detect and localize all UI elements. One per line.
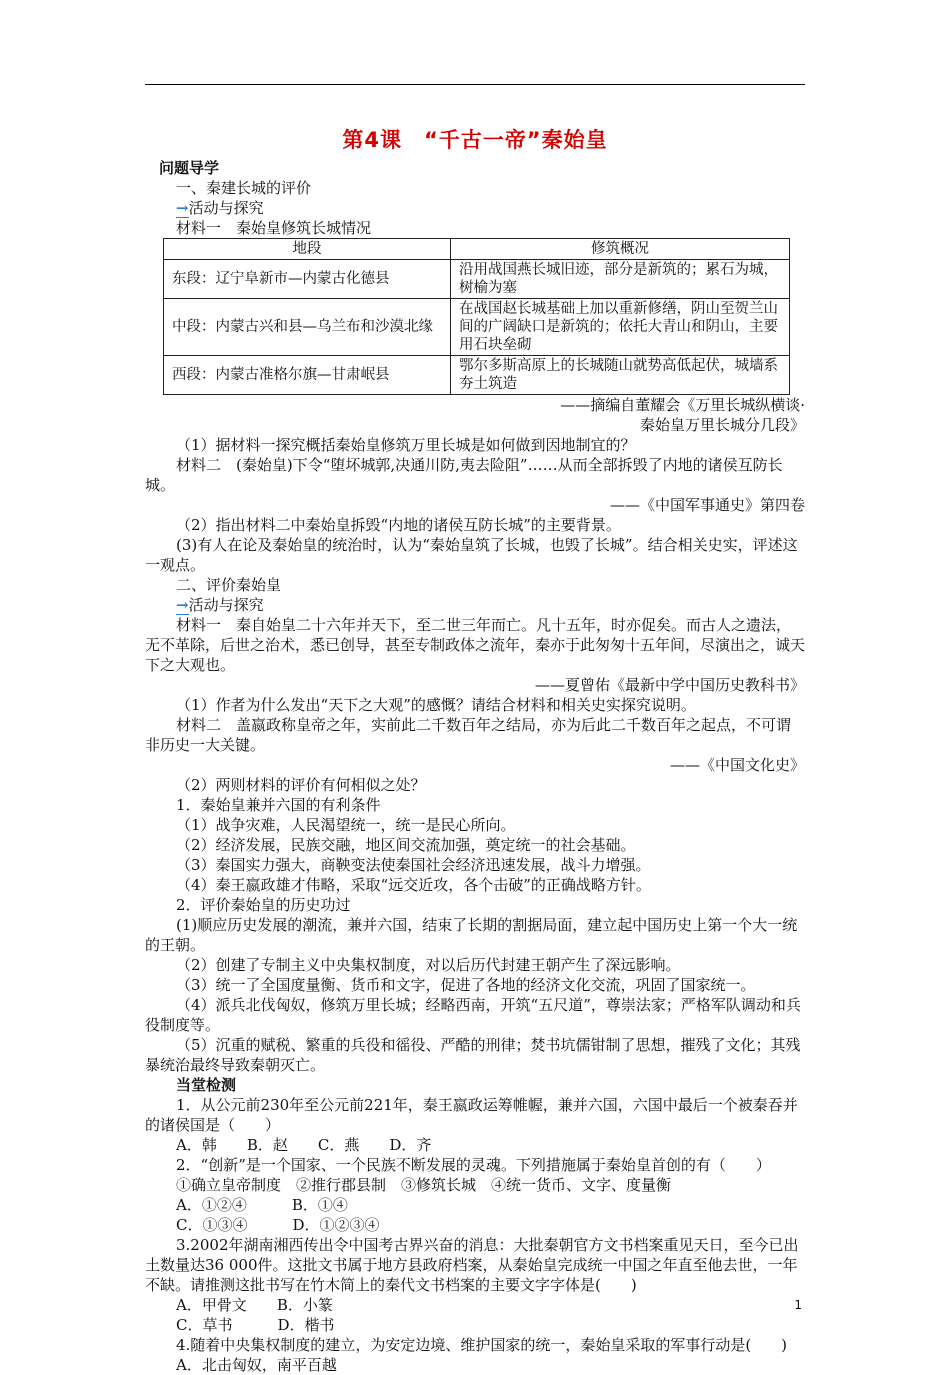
source-citation: 秦始皇万里长城分几段》	[639, 416, 805, 434]
material-paragraph: 材料一 秦自始皇二十六年并天下，至二世三年而亡。凡十五年，时亦促矣。而古人之遗法，无不革除，后世之治术，悉已创导，甚至专制政体之流年，秦亦于此匆匆十五年间，尽演出之，诚天下之大观也。	[145, 616, 806, 674]
question: （2）两则材料的评价有何相似之处？	[176, 776, 426, 794]
answer-line: （4）派兵北伐匈奴，修筑万里长城；经略西南，开筑“五尺道”，尊崇法家；严格军队调动和兵役制度等。	[145, 996, 801, 1034]
test-options: C．草书 D．楷书	[176, 1316, 335, 1334]
header-rule	[145, 84, 805, 85]
table-header: 修筑概况	[451, 239, 790, 260]
test-question: 3.2002年湖南湘西传出令中国考古界兴奋的消息：大批秦朝官方文书档案重见天日，至今已出土数量达36 000件。这批文书属于地方县政府档案，从秦始皇完成统一中国之年直至他去世，一年不缺。请推测这批书写在竹木简上的秦代文书档案的主要文字字体是( )	[145, 1236, 799, 1294]
table-header-row	[164, 239, 790, 260]
answer-line: （1）战争灾难，人民渴望统一，统一是民心所向。	[176, 816, 516, 834]
test-options: A．北击匈奴，南平百越	[176, 1356, 337, 1374]
table-row	[164, 260, 790, 299]
source-citation: ——夏曾佑《最新中学中国历史教科书》	[534, 676, 805, 694]
answer-heading: 1．秦始皇兼并六国的有利条件	[176, 796, 381, 814]
part2-title: 二、评价秦始皇	[176, 576, 282, 594]
table-cell: 西段：内蒙古准格尔旗—甘肃岷县	[164, 356, 451, 395]
table-cell: 在战国赵长城基础上加以重新修缮，阴山至贺兰山间的广阔缺口是新筑的；依托大青山和阴山，主要用石块垒砌	[451, 299, 790, 356]
test-options: A．韩 B．赵 C．燕 D．齐	[176, 1136, 432, 1154]
page-number: 1	[794, 1298, 802, 1312]
source-citation: ——《中国军事通史》第四卷	[609, 496, 805, 514]
wall-table	[163, 238, 790, 395]
part1-title: 一、秦建长城的评价	[176, 179, 312, 197]
answer-heading: 2．评价秦始皇的历史功过	[176, 896, 351, 914]
test-question: 2．“创新”是一个国家、一个民族不断发展的灵魂。下列措施属于秦始皇首创的有（ ）	[176, 1156, 771, 1174]
answer-line: （4）秦王嬴政雄才伟略，采取“远交近攻，各个击破”的正确战略方针。	[176, 876, 651, 894]
test-options: C．①③④ D．①②③④	[176, 1216, 380, 1234]
table-row	[164, 356, 790, 395]
test-items: ①确立皇帝制度 ②推行郡县制 ③修筑长城 ④统一货币、文字、度量衡	[176, 1176, 672, 1194]
test-question: 1．从公元前230年至公元前221年，秦王嬴政运筹帷幄，兼并六国，六国中最后一个被秦吞并的诸侯国是（ ）	[145, 1096, 798, 1134]
answer-line: （3）秦国实力强大，商鞅变法使秦国社会经济迅速发展，战斗力增强。	[176, 856, 651, 874]
answer-line: （2）创建了专制主义中央集权制度，对以后历代封建王朝产生了深远影响。	[176, 956, 681, 974]
question: (3)有人在论及秦始皇的统治时，认为“秦始皇筑了长城，也毁了长城”。结合相关史实，评述这一观点。	[145, 536, 798, 574]
question: （1）据材料一探究概括秦始皇修筑万里长城是如何做到因地制宜的？	[176, 436, 636, 454]
activity-label-2: →活动与探究	[176, 596, 264, 614]
material-paragraph: 材料二 (秦始皇)下令“堕坏城郭,决通川防,夷去险阻”……从而全部拆毁了内地的诸侯互防长城。	[145, 456, 783, 494]
question: （2）指出材料二中秦始皇拆毁“内地的诸侯互防长城”的主要背景。	[176, 516, 621, 534]
table-header: 地段	[164, 239, 451, 260]
activity-label-1: →活动与探究	[176, 199, 264, 217]
table-cell: 鄂尔多斯高原上的长城随山就势高低起伏，城墙系夯土筑造	[451, 356, 790, 395]
lesson-title: 第4课 “千古一帝”秦始皇	[342, 128, 608, 152]
section-heading-test: 当堂检测	[176, 1076, 237, 1094]
test-options: A．甲骨文 B．小篆	[176, 1296, 333, 1314]
answer-line: (1)顺应历史发展的潮流，兼并六国，结束了长期的割据局面，建立起中国历史上第一个大一统的王朝。	[145, 916, 798, 954]
arrow-icon: →	[176, 199, 189, 217]
test-question: 4.随着中央集权制度的建立，为安定边境、维护国家的统一，秦始皇采取的军事行动是( )	[176, 1336, 788, 1354]
answer-line: （3）统一了全国度量衡、货币和文字，促进了各地的经济文化交流，巩固了国家统一。	[176, 976, 756, 994]
table-cell: 沿用战国燕长城旧迹，部分是新筑的；累石为城，树榆为塞	[451, 260, 790, 299]
answer-line: （2）经济发展，民族交融，地区间交流加强，奠定统一的社会基础。	[176, 836, 636, 854]
source-citation: ——《中国文化史》	[669, 756, 805, 774]
table-cell: 东段：辽宁阜新市—内蒙古化德县	[164, 260, 451, 299]
table-cell: 中段：内蒙古兴和县—乌兰布和沙漠北缘	[164, 299, 451, 356]
source-citation: ——摘编自董耀会《万里长城纵横谈·	[560, 396, 805, 414]
test-options: A．①②④ B．①④	[176, 1196, 348, 1214]
document-body	[145, 124, 805, 1375]
arrow-icon: →	[176, 596, 189, 614]
question: （1）作者为什么发出“天下之大观”的感慨？请结合材料和相关史实探究说明。	[176, 696, 696, 714]
table-row	[164, 299, 790, 356]
material1-title: 材料一 秦始皇修筑长城情况	[176, 219, 372, 237]
answer-line: （5）沉重的赋税、繁重的兵役和徭役、严酷的刑律；焚书坑儒钳制了思想，摧残了文化；其残暴统治最终导致秦朝灭亡。	[145, 1036, 801, 1074]
section-heading-guide: 问题导学	[159, 159, 220, 177]
material-paragraph: 材料二 盖嬴政称皇帝之年，实前此二千数百年之结局，亦为后此二千数百年之起点，不可谓非历史一大关键。	[145, 716, 792, 754]
